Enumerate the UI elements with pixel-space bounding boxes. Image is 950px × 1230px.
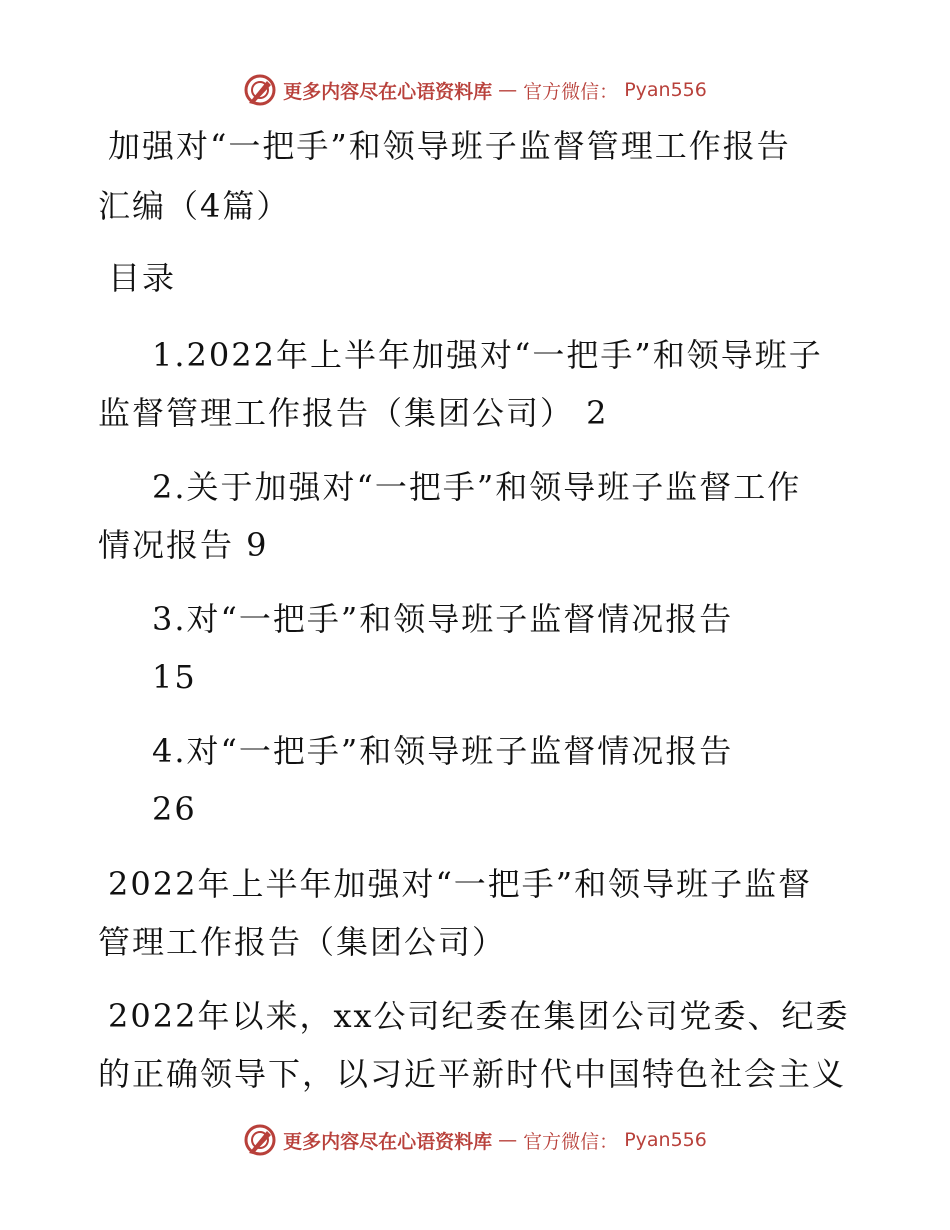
watermark-wechat-id: Pyan556 <box>624 79 707 101</box>
footer-watermark <box>0 1120 950 1160</box>
document-title-line-2: 汇编（4篇） <box>98 187 291 225</box>
section-title-line-1: 2022年上半年加强对“一把手”和领导班子监督 <box>108 865 813 903</box>
toc-entry-3-line-1: 3.对“一把手”和领导班子监督情况报告 <box>152 600 734 638</box>
watermark-brand: 更多内容尽在心语资料库 <box>283 1130 493 1153</box>
toc-entry-1-line-2: 监督管理工作报告（集团公司） 2 <box>98 394 609 432</box>
toc-heading: 目录 <box>108 259 177 297</box>
body-paragraph-line-1: 2022年以来，xx公司纪委在集团公司党委、纪委 <box>108 997 850 1035</box>
watermark-wechat-id: Pyan556 <box>624 1129 707 1151</box>
quill-logo-icon <box>243 73 277 107</box>
toc-entry-1-line-1: 1.2022年上半年加强对“一把手”和领导班子 <box>152 336 823 374</box>
toc-entry-4-line-1: 4.对“一把手”和领导班子监督情况报告 <box>152 732 734 770</box>
watermark-official-label: 官方微信： <box>523 1130 619 1153</box>
toc-entry-2-line-2: 情况报告 9 <box>98 526 269 564</box>
watermark-brand: 更多内容尽在心语资料库 <box>283 80 493 103</box>
body-paragraph-line-2: 的正确领导下，以习近平新时代中国特色社会主义 <box>98 1055 847 1093</box>
watermark-official-label: 官方微信： <box>523 80 619 103</box>
watermark-separator: — <box>498 79 518 101</box>
watermark-separator: — <box>498 1129 518 1151</box>
toc-entry-2-line-1: 2.关于加强对“一把手”和领导班子监督工作 <box>152 468 802 506</box>
toc-entry-4-line-2: 26 <box>152 790 197 828</box>
header-watermark <box>0 70 950 110</box>
toc-entry-3-line-2: 15 <box>152 658 197 696</box>
quill-logo-icon <box>243 1123 277 1157</box>
section-title-line-2: 管理工作报告（集团公司） <box>98 923 507 961</box>
document-title-line-1: 加强对“一把手”和领导班子监督管理工作报告 <box>108 127 791 165</box>
